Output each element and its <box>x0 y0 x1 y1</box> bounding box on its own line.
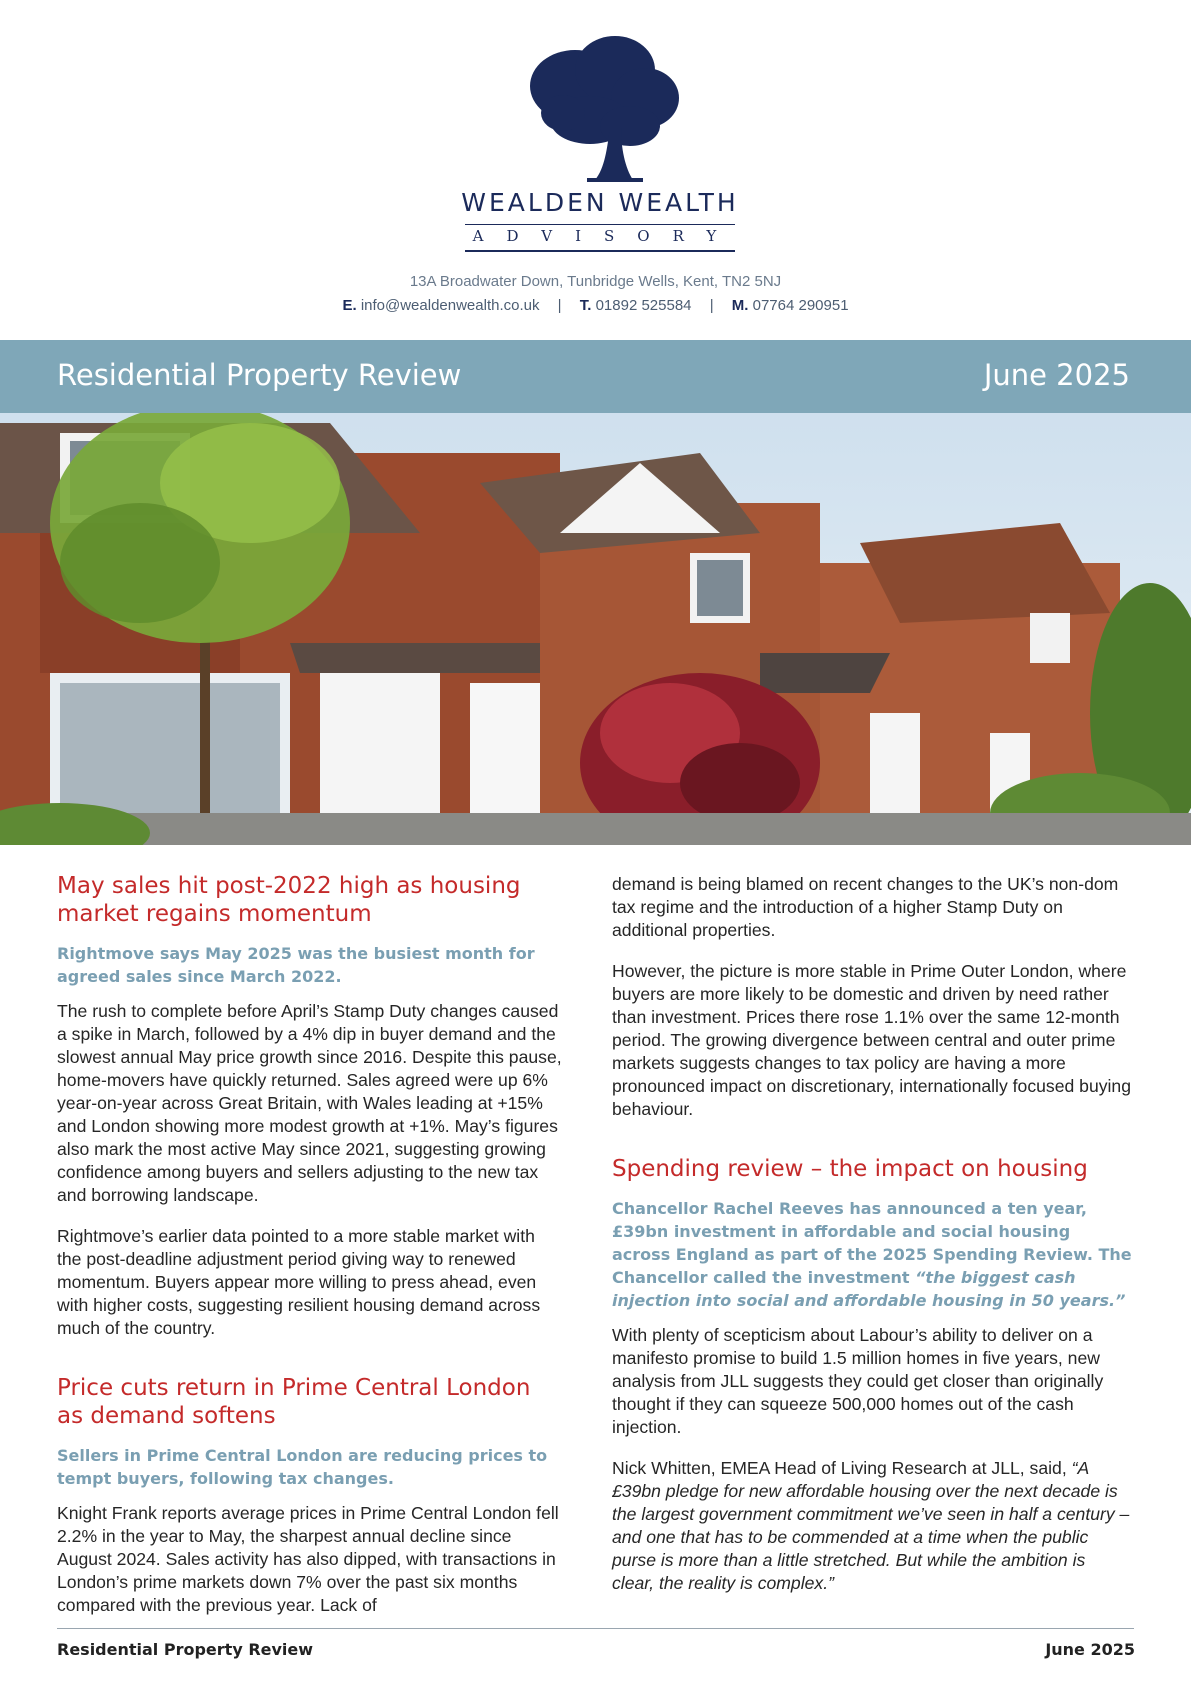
article-heading-prime-central: Price cuts return in Prime Central London as demand softens <box>57 1375 531 1429</box>
left-column <box>57 872 562 1635</box>
mobile-label: M. <box>731 297 749 314</box>
footer-title: Residential Property Review <box>57 1640 314 1659</box>
article-paragraph: With plenty of scepticism about Labour’s ability to deliver on a manifesto promise to build 1.5 million homes in five years, new analysis from JLL suggests they could get closer than originally thought if they can squeeze 500,000 homes out of the cash injection. <box>612 1325 1104 1437</box>
article-heading-sales: May sales hit post-2022 high as housing market regains momentum <box>57 873 521 927</box>
footer-divider <box>57 1628 1134 1629</box>
title-band <box>0 340 1191 413</box>
quote-text: “A £39bn pledge for new affordable housing over the next decade is the largest government commitment we’ve seen in half a century – and one that has to be commended at a time when the public purse is more than a little stretched. But while the ambition is clear, the reality is complex.” <box>612 1458 1130 1593</box>
separator: | <box>557 297 562 314</box>
article-paragraph <box>612 1457 1132 1595</box>
company-logo <box>455 28 745 258</box>
article-paragraph: demand is being blamed on recent changes to the UK’s non-dom tax regime and the introduction of a higher Stamp Duty on additional properties. <box>612 874 1119 940</box>
article-standfirst-sales: Rightmove says May 2025 was the busiest month for agreed sales since March 2022. <box>57 944 535 986</box>
hero-image <box>0 413 1191 845</box>
article-standfirst-spending-review <box>612 1197 1132 1312</box>
contact-line <box>0 297 1191 314</box>
article-paragraph: Rightmove’s earlier data pointed to a more stable market with the post-deadline adjustment period giving way to renewed momentum. Buyers appear more willing to press ahead, even with higher costs, suggesting resilient housing demand across much of the country. <box>57 1226 541 1338</box>
brand-underline <box>465 250 735 252</box>
review-date: June 2025 <box>983 358 1130 392</box>
address: 13A Broadwater Down, Tunbridge Wells, Kent, TN2 5NJ <box>409 273 782 290</box>
article-heading-spending-review: Spending review – the impact on housing <box>612 1156 1088 1182</box>
brand-name: WEALDEN WEALTH <box>461 188 739 217</box>
article-paragraph: The rush to complete before April’s Stamp Duty changes caused a spike in March, followed by a 4% dip in buyer demand and the slowest annual May price growth since 2016. Despite this pause, home-movers have quickly returned. Sales agreed were up 6% year-on-year across Great Britain, with Wales leading at +15% and London showing more modest growth at +1%. May’s figures also mark the most active May since 2021, suggesting growing confidence among buyers and sellers adjusting to the new tax and borrowing landscape. <box>57 1001 562 1205</box>
quote-attribution: Nick Whitten, EMEA Head of Living Research at JLL, said, <box>612 1458 1072 1478</box>
article-paragraph: Knight Frank reports average prices in Prime Central London fell 2.2% in the year to May, the sharpest annual decline since August 2024. Sales activity has also dipped, with transactions in London’s prime markets down 7% over the past six months compared with the previous year. Lack of <box>57 1503 559 1615</box>
mobile[interactable]: 07764 290951 <box>752 297 849 314</box>
email-label: E. <box>342 297 357 314</box>
review-title: Residential Property Review <box>57 358 462 392</box>
article-standfirst-prime-central: Sellers in Prime Central London are reducing prices to tempt buyers, following tax changes. <box>57 1446 548 1488</box>
separator: | <box>709 297 714 314</box>
footer-date: June 2025 <box>1045 1640 1135 1659</box>
tree-icon <box>455 28 745 188</box>
brand-subtitle: ADVISORY <box>472 227 740 245</box>
email-link[interactable]: info@wealdenwealth.co.uk <box>360 297 540 314</box>
brand-divider <box>465 224 735 225</box>
standfirst-quote: “the biggest cash injection into social and affordable housing in 50 years.” <box>612 1268 1126 1310</box>
tel-label: T. <box>579 297 592 314</box>
right-column <box>612 873 1132 1613</box>
telephone[interactable]: 01892 525584 <box>595 297 692 314</box>
standfirst-text: Chancellor Rachel Reeves has announced a ten year, £39bn investment in affordable and social housing across England as part of the 2025 Spending Review. The Chancellor called the investment <box>612 1199 1132 1287</box>
article-paragraph: However, the picture is more stable in Prime Outer London, where buyers are more likely to be domestic and driven by need rather than investment. Prices there rose 1.1% over the same 12-month period. The growing divergence between central and outer prime markets suggests changes to tax policy are having a more pronounced impact on discretionary, internationally focused buying behaviour. <box>612 961 1131 1119</box>
